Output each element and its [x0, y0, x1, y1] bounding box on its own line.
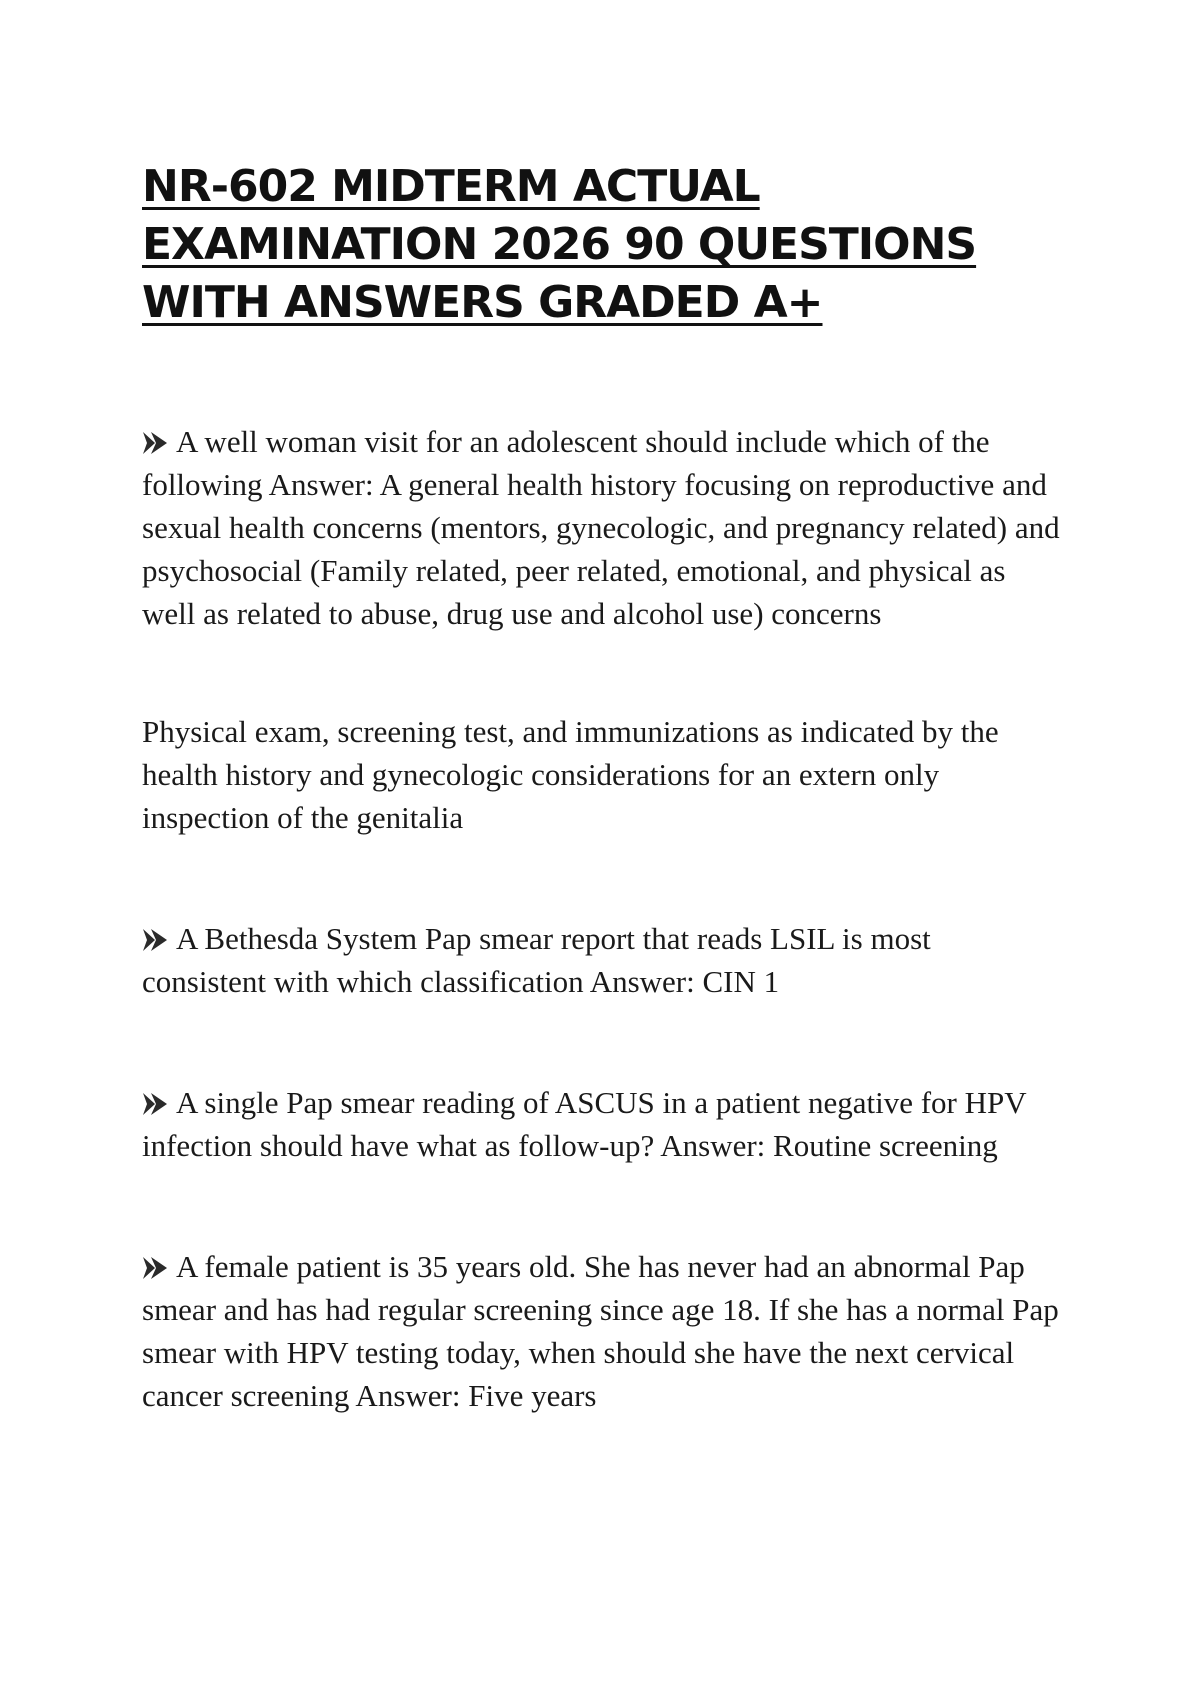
document-title: NR-602 MIDTERM ACTUAL EXAMINATION 2026 90 QUESTIONS WITH ANSWERS GRADED A+ — [142, 161, 977, 328]
paragraph-text: A well woman visit for an adolescent should include which of the following Answer: A general health history focusing on reproductive and sexual health concerns (mentors, gynecologic, and pregnancy related) and psychosocial (Family related, peer related, emotional, and physical as well as related to abuse, drug use and alcohol use) concerns — [142, 424, 1060, 631]
question-paragraph — [142, 420, 1062, 635]
answer-continuation-paragraph — [142, 710, 1062, 839]
double-arrow-bullet-icon — [142, 431, 168, 455]
question-paragraph — [142, 917, 1062, 1003]
double-arrow-bullet-icon — [142, 1256, 168, 1280]
paragraph-text: Physical exam, screening test, and immunizations as indicated by the health history and gynecologic considerations for an extern only inspection of the genitalia — [142, 714, 999, 835]
paragraph-text: A Bethesda System Pap smear report that reads LSIL is most consistent with which classification Answer: CIN 1 — [142, 921, 931, 999]
paragraph-text: A female patient is 35 years old. She has never had an abnormal Pap smear and has had regular screening since age 18. If she has a normal Pap smear with HPV testing today, when should she have the next cervical cancer screening Answer: Five years — [142, 1249, 1059, 1413]
question-paragraph — [142, 1081, 1062, 1167]
double-arrow-bullet-icon — [142, 1092, 168, 1116]
question-paragraph — [142, 1245, 1062, 1417]
double-arrow-bullet-icon — [142, 928, 168, 952]
paragraph-text: A single Pap smear reading of ASCUS in a patient negative for HPV infection should have what as follow-up? Answer: Routine screening — [142, 1085, 1027, 1163]
